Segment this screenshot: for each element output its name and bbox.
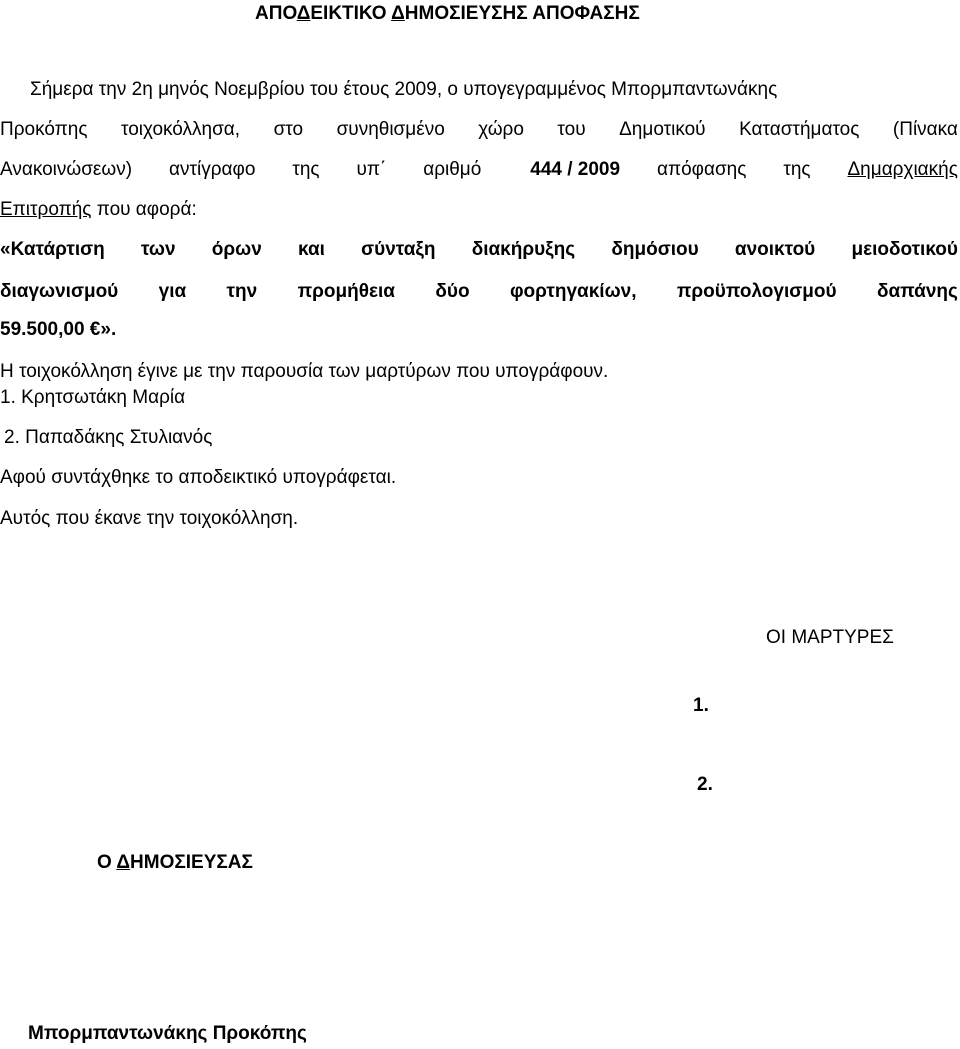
word: και [297,239,325,260]
word: αντίγραφο [169,159,256,180]
word: όρων [211,239,262,260]
closing-line-2: Αυτός που έκανε την τοιχοκόλληση. [0,508,299,529]
document-title [255,2,640,26]
signature-slot-1: 1. [693,695,709,716]
intro-line-1: Σήμερα την 2η μηνός Νοεμβρίου του έτους 2009, ο υπογεγραμμένος Μπορμπαντωνάκης [30,79,778,100]
word: την [226,281,258,302]
word: φορτηγακίων, [509,281,637,302]
word: της [292,159,320,180]
intro-line-4 [0,198,197,222]
publisher-heading [97,851,253,875]
word: δύο [435,281,470,302]
word: Καταστήματος [739,119,860,140]
word: συνηθισμένο [336,119,445,140]
concerns-text: που αφορά: [96,199,197,220]
title-part-3: ΗΜΟΣΙΕΥΣΗΣ ΑΠΟΦΑΣΗΣ [404,3,640,24]
word: δαπάνης [876,281,958,302]
word: τοιχοκόλλησα, [120,119,241,140]
word: του [557,119,586,140]
committee-name-part-1: Δημαρχιακής [847,159,958,180]
word: ανοικτού [734,239,816,260]
word: για [158,281,187,302]
intro-line-3 [0,158,958,182]
word: «Κατάρτιση [0,239,105,260]
subject-amount: 59.500,00 €». [0,319,117,340]
word: απόφασης [656,159,747,180]
word: διακήρυξης [471,239,576,260]
word: σύνταξη [361,239,436,260]
title-part-dimo: Δ [391,3,405,24]
word: χώρο [478,119,524,140]
subject-line-1 [0,238,958,262]
witness-statement: Η τοιχοκόλληση έγινε με την παρουσία των μαρτύρων που υπογράφουν. [0,361,609,382]
word: υπ΄ [356,159,387,180]
title-part-1: ΑΠΟ [255,3,297,24]
witness-2: 2. Παπαδάκης Στυλιανός [4,427,213,448]
subject-line-2 [0,280,958,304]
word: στο [273,119,304,140]
word: Δημοτικού [619,119,706,140]
publisher-heading-o: Ο [97,852,117,873]
word: Προκόπης [0,119,88,140]
word: προμήθεια [297,281,395,302]
witness-1: 1. Κρητσωτάκη Μαρία [0,387,186,408]
word: Ανακοινώσεων) [0,159,133,180]
word: προϋπολογισμού [676,281,837,302]
title-part-2: ΕΙΚΤΙΚΟ [310,3,392,24]
title-part-de: Δ [296,3,311,24]
word: των [140,239,176,260]
committee-name-part-2: Επιτροπής [0,199,92,220]
word: της [783,159,811,180]
publisher-heading-d: Δ [116,852,131,873]
word: μειοδοτικού [851,239,958,260]
intro-line-2 [0,118,958,142]
word: (Πίνακα [892,119,958,140]
signature-slot-2: 2. [697,774,713,795]
publisher-name: Μπορμπαντωνάκης Προκόπης [28,1023,307,1044]
closing-line-1: Αφού συντάχθηκε το αποδεικτικό υπογράφεται. [0,467,397,488]
publisher-heading-rest: ΗΜΟΣΙΕΥΣΑΣ [130,852,253,873]
witnesses-heading: ΟΙ ΜΑΡΤΥΡΕΣ [766,627,894,648]
decision-number: 444 / 2009 [530,159,621,180]
word: δημόσιου [611,239,699,260]
word: διαγωνισμού [0,281,119,302]
word: αριθμό [423,159,482,180]
